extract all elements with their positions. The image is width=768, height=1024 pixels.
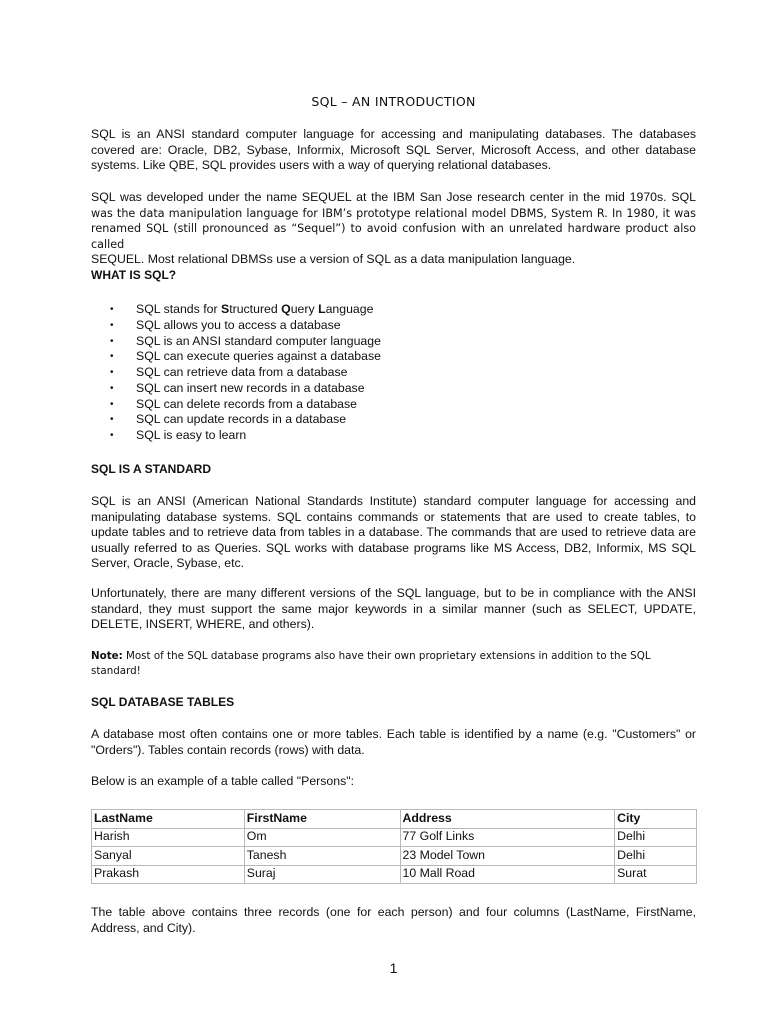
list-item: • SQL is easy to learn (110, 428, 247, 442)
table-cell: Harish (92, 828, 245, 847)
bullet-icon: • (110, 414, 114, 426)
bullet-icon: • (110, 382, 114, 394)
note-label: Note: (91, 650, 123, 662)
table-cell: 23 Model Town (400, 847, 615, 866)
bullet-icon: • (110, 335, 114, 347)
intro-paragraph-2 (91, 190, 696, 268)
list-item: • SQL can delete records from a database (110, 396, 358, 411)
bullet-icon: • (110, 319, 114, 331)
bullet-icon: • (110, 367, 114, 378)
intro-p2-line-2: was the data manipulation language for IBM’s prototype relational model DBMS, System R. In 1980, it was (91, 206, 696, 220)
intro-p2-line-1: SQL was developed under the name SEQUEL at the IBM San Jose research center in the mid 1970s. SQL (91, 190, 696, 204)
intro-p2-line-3: renamed SQL (still pronounced as “Sequel”) to avoid confusion with an unrelated hardware product also called (91, 222, 696, 251)
table-cell: Tanesh (244, 847, 400, 866)
table-header-row (92, 810, 697, 829)
section-heading-what-is-sql: WHAT IS SQL? (91, 268, 177, 282)
section-heading-sql-standard: SQL IS A STANDARD (91, 462, 212, 476)
tables-paragraph-2: Below is an example of a table called "Persons": (91, 774, 355, 788)
table-cell: 77 Golf Links (400, 828, 615, 847)
bullet-icon: • (110, 430, 114, 441)
bullet-icon: • (110, 351, 114, 363)
list-item: • SQL can retrieve data from a database (110, 365, 348, 379)
table-row (92, 865, 697, 884)
list-item: • SQL can insert new records in a database (110, 380, 365, 395)
standard-paragraph-2: Unfortunately, there are many different versions of the SQL language, but to be in compliance with the ANSI standard, they must support the same major keywords in a similar manner (such as SELECT, UPDATE, DELETE, INSERT, WHERE, and others). (91, 586, 696, 632)
column-header: City (615, 810, 697, 829)
table-cell: 10 Mall Road (400, 865, 615, 884)
tables-paragraph-1: A database most often contains one or more tables. Each table is identified by a name (e.g. "Customers" or "Orders"). Tables contain records (rows) with data. (91, 727, 696, 757)
table-cell: Surat (615, 865, 697, 884)
table-cell: Prakash (92, 865, 245, 884)
list-item: • SQL is an ANSI standard computer language (110, 333, 381, 348)
list-item: • SQL can update records in a database (110, 412, 347, 427)
list-item: • SQL can execute queries against a database (110, 349, 381, 364)
note-paragraph (91, 649, 696, 679)
table-cell: Delhi (615, 847, 697, 866)
table-cell: Om (244, 828, 400, 847)
table-cell: Sanyal (92, 847, 245, 866)
column-header: FirstName (244, 810, 400, 829)
intro-p2-line-4: SEQUEL. Most relational DBMSs use a version of SQL as a data manipulation language. (91, 252, 576, 267)
section-heading-database-tables: SQL DATABASE TABLES (91, 695, 235, 709)
bullet-icon: • (110, 304, 114, 315)
page-number: 1 (389, 960, 398, 976)
page-title: SQL – AN INTRODUCTION (311, 94, 476, 109)
column-header: LastName (92, 810, 245, 829)
table-cell: Suraj (244, 865, 400, 884)
persons-table (91, 809, 697, 884)
bullet-icon: • (110, 398, 114, 410)
table-row (92, 828, 697, 847)
list-item: • SQL allows you to access a database (110, 317, 341, 332)
standard-paragraph-1: SQL is an ANSI (American National Standards Institute) standard computer language for accessing and manipulating database systems. SQL contains commands or statements that are used to create tables, to update tables and to retrieve data from tables in a database. The commands that are used to retrieve data are usually referred to as Queries. SQL works with database programs like MS Access, DB2, Informix, MS SQL Server, Oracle, Sybase, etc. (91, 494, 696, 571)
column-header: Address (400, 810, 615, 829)
list-item: • SQL stands for Structured Query Language (110, 302, 374, 316)
table-row (92, 847, 697, 866)
tables-paragraph-3: The table above contains three records (one for each person) and four columns (LastName, FirstName, Address, and City). (91, 905, 696, 935)
what-is-sql-list (91, 302, 381, 444)
note-text: Most of the SQL database programs also have their own proprietary extensions in addition to the SQL standard! (91, 650, 651, 677)
table-cell: Delhi (615, 828, 697, 847)
document-page (91, 0, 696, 1024)
intro-paragraph-1: SQL is an ANSI standard computer language for accessing and manipulating databases. The databases covered are: Oracle, DB2, Sybase, Informix, Microsoft SQL Server, Microsoft Access, and other database systems. Like QBE, SQL provides users with a way of querying relational databases. (91, 127, 696, 173)
